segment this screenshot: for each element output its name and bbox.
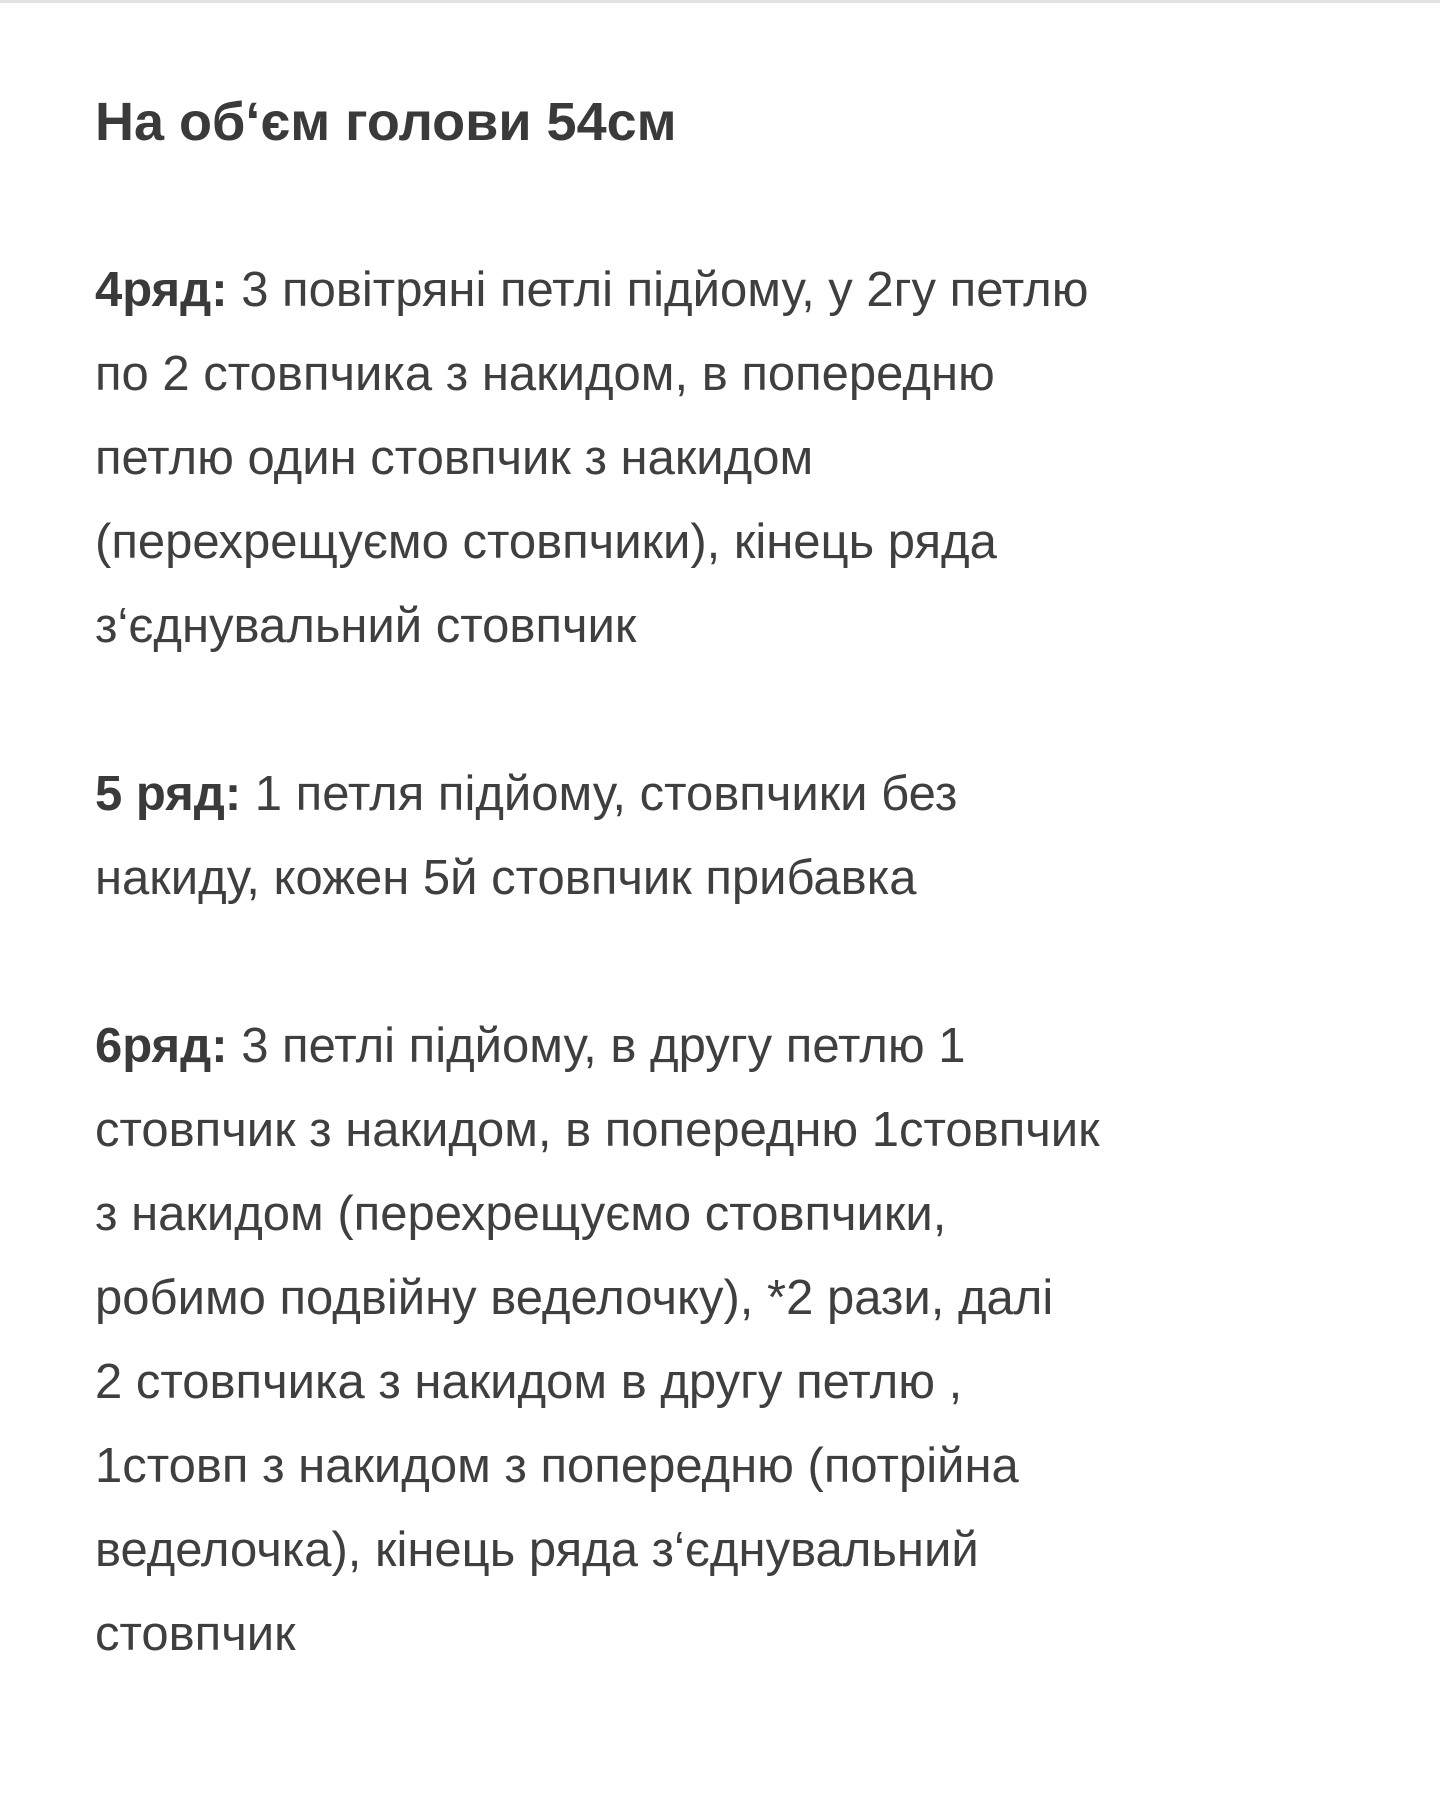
instruction-line: робимо подвійну веделочку), *2 рази, далі: [95, 1271, 1054, 1325]
instruction-text: 3 петлі підйому, в другу петлю 1: [241, 1019, 966, 1073]
instruction-text: 3 повітряні петлі підйому, у 2гу петлю: [241, 263, 1089, 317]
row-4-instructions: [95, 248, 1380, 668]
instruction-line: стовпчик з накидом, в попередню 1стовпчик: [95, 1103, 1100, 1157]
row-label: 5 ряд:: [95, 767, 242, 821]
row-label: 6ряд:: [95, 1019, 228, 1073]
instruction-text: 1 петля підйому, стовпчики без: [254, 767, 958, 821]
instruction-line: [95, 752, 1380, 836]
instruction-line: веделочка), кінець ряда з‘єднувальний: [95, 1523, 979, 1577]
row-label: 4ряд:: [95, 263, 228, 317]
instruction-line: з‘єднувальний стовпчик: [95, 599, 637, 653]
instruction-line: стовпчик: [95, 1607, 296, 1661]
instruction-line: накиду, кожен 5й стовпчик прибавка: [95, 851, 917, 905]
instruction-line: з накидом (перехрещуємо стовпчики,: [95, 1187, 947, 1241]
row-6-instructions: [95, 1004, 1380, 1676]
instruction-line: (перехрещуємо стовпчики), кінець ряда: [95, 515, 997, 569]
instruction-line: [95, 1004, 1380, 1088]
instruction-line: 1стовп з накидом з попередню (потрійна: [95, 1439, 1019, 1493]
row-5-instructions: [95, 752, 1380, 920]
instruction-line: петлю один стовпчик з накидом: [95, 431, 814, 485]
instruction-line: [95, 248, 1380, 332]
instruction-line: 2 стовпчика з накидом в другу петлю ,: [95, 1355, 963, 1409]
instruction-line: по 2 стовпчика з накидом, в попередню: [95, 347, 995, 401]
page-title: На об‘єм голови 54см: [95, 92, 677, 152]
